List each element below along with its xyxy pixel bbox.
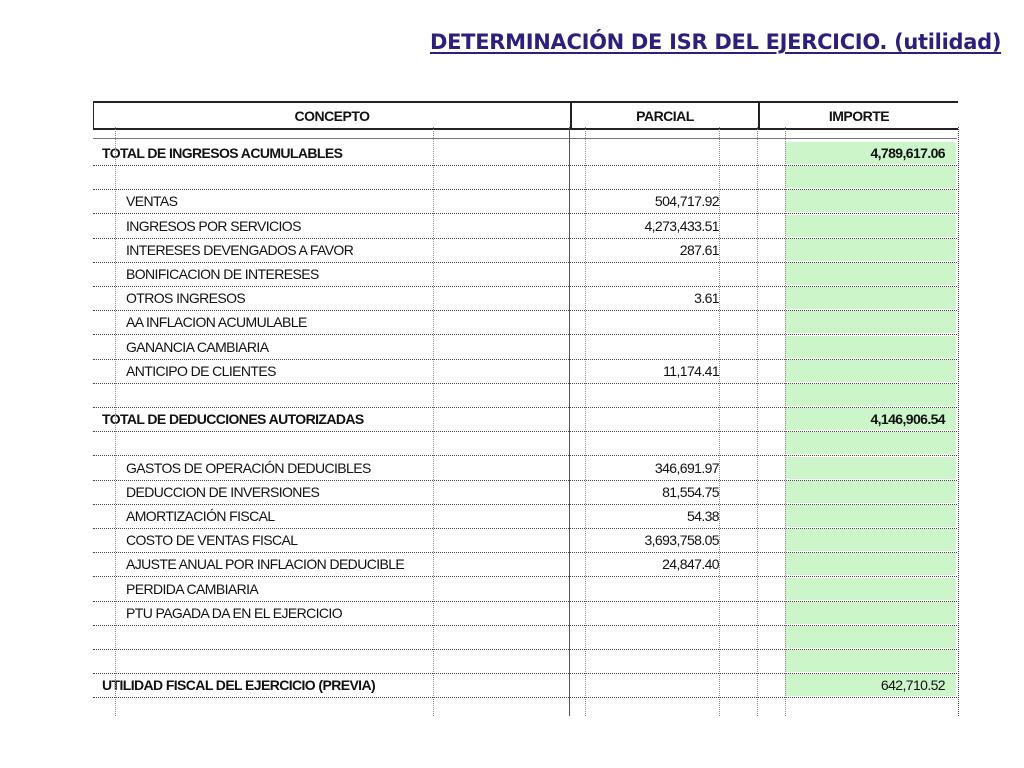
row-parcial: 346,691.97 [654,459,719,476]
row-concepto: INTERESES DEVENGADOS A FAVOR [126,241,354,258]
importe-cell-fill [785,650,956,672]
grid-line [585,127,586,716]
row-concepto: GASTOS DE OPERACIÓN DEDUCIBLES [126,459,371,476]
importe-cell-fill [785,360,956,382]
table-row[interactable] [93,407,957,432]
importe-cell-fill [785,481,956,503]
row-concepto: VENTAS [126,193,178,210]
row-concepto: UTILIDAD FISCAL DEL EJERCICIO (PREVIA) [102,677,376,694]
importe-cell-fill [785,432,956,454]
table-row[interactable] [93,141,957,166]
table-row[interactable] [93,528,957,553]
table-row[interactable] [93,383,957,408]
grid-line [958,127,959,716]
row-parcial: 4,273,433.51 [644,217,719,234]
row-concepto: PERDIDA CAMBIARIA [126,580,259,597]
grid-line [569,127,570,716]
importe-cell-fill [785,529,956,551]
row-concepto: GANANCIA CAMBIARIA [126,338,269,355]
table-row[interactable] [93,625,957,650]
table-row[interactable] [93,286,957,311]
isr-table [93,101,959,716]
table-row[interactable] [93,165,957,190]
header-importe: IMPORTE [828,108,890,124]
row-concepto: TOTAL DE INGRESOS ACUMULABLES [102,145,343,161]
header-gap [93,128,957,139]
row-importe: 4,146,906.54 [870,411,945,428]
table-row[interactable] [93,431,957,456]
importe-cell-fill [785,578,956,600]
importe-cell-fill [785,166,956,188]
row-concepto: OTROS INGRESOS [126,290,246,307]
row-parcial: 3,693,758.05 [644,532,719,549]
table-header [93,101,958,130]
row-concepto: AJUSTE ANUAL POR INFLACION DEDUCIBLE [126,556,405,573]
row-concepto: TOTAL DE DEDUCCIONES AUTORIZADAS [102,411,364,428]
table-row[interactable] [93,577,957,602]
table-row[interactable] [93,335,957,360]
importe-cell-fill [785,190,956,212]
grid-line [757,127,758,716]
table-row[interactable] [93,504,957,529]
row-concepto: PTU PAGADA DA EN EL EJERCICIO [126,604,342,621]
grid-line [433,127,434,716]
importe-cell-fill [785,287,956,309]
importe-cell-fill [785,239,956,261]
row-concepto: BONIFICACION DE INTERESES [126,266,319,282]
row-parcial: 81,554.75 [662,483,719,500]
page-title: DETERMINACIÓN DE ISR DEL EJERCICIO. (utilidad) [430,30,1002,54]
table-row[interactable] [93,238,957,263]
row-parcial: 54.38 [686,508,719,524]
importe-cell-fill [785,602,956,624]
row-parcial: 11,174.41 [663,362,719,379]
row-parcial: 287.61 [679,241,719,258]
importe-cell-fill [785,553,956,575]
importe-cell-fill [785,215,956,237]
row-concepto: DEDUCCION DE INVERSIONES [126,483,320,500]
table-row[interactable] [93,359,957,384]
table-row[interactable] [93,552,957,577]
row-parcial: 3.61 [694,290,719,307]
table-row[interactable] [93,262,957,287]
table-row[interactable] [93,214,957,239]
row-concepto: ANTICIPO DE CLIENTES [126,362,276,379]
header-concepto: CONCEPTO [294,108,370,124]
table-row[interactable] [93,601,957,626]
importe-cell-fill [785,263,956,285]
importe-cell-fill [785,336,956,358]
row-concepto: INGRESOS POR SERVICIOS [126,217,301,234]
row-concepto: COSTO DE VENTAS FISCAL [126,532,298,549]
table-row[interactable] [93,673,957,698]
row-concepto: AMORTIZACIÓN FISCAL [126,508,275,524]
grid-line [115,127,116,716]
header-parcial: PARCIAL [636,108,694,124]
row-parcial: 504,717.92 [654,193,719,210]
importe-cell-fill [785,457,956,479]
row-parcial: 24,847.40 [662,556,719,573]
importe-cell-fill [785,384,956,406]
table-row[interactable] [93,310,957,335]
row-importe: 642,710.52 [880,677,945,694]
table-row[interactable] [93,480,957,505]
row-concepto: AA INFLACION ACUMULABLE [126,314,307,331]
table-row[interactable] [93,189,957,214]
grid-line [719,127,720,716]
table-row[interactable] [93,649,957,674]
importe-cell-fill [785,626,956,648]
table-row[interactable] [93,456,957,481]
row-importe: 4,789,617.06 [870,145,945,161]
importe-cell-fill [785,505,956,527]
grid-line [785,127,786,716]
importe-cell-fill [785,311,956,333]
